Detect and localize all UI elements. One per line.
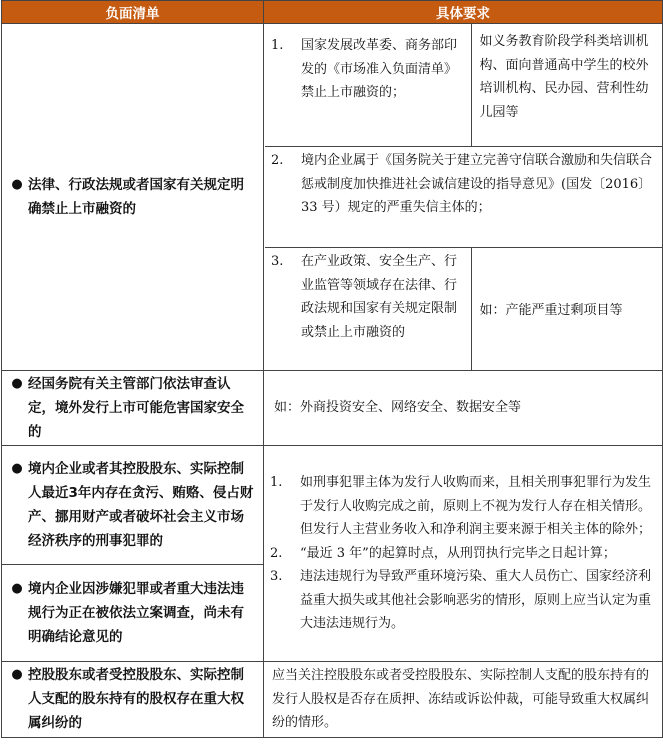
- item-text: “最近 3 年”的起算时点，从刑罚执行完毕之日起计算；: [300, 545, 616, 561]
- header-requirements: 具体要求: [264, 1, 663, 24]
- item-number: 3.: [271, 254, 284, 269]
- bullet-icon: ●: [11, 177, 23, 192]
- table-row: [2, 24, 663, 371]
- requirement-item: [265, 24, 471, 147]
- bullet-icon: ●: [11, 667, 23, 683]
- requirement-text: 应当关注控股股东或者受控股股东、实际控制人支配的股东持有的发行人股权是否存在质押、冻结或诉讼仲裁，可能导致重大权属纠纷的情形。: [264, 662, 663, 738]
- requirement-item: [270, 471, 656, 542]
- item-number: 1.: [270, 475, 283, 491]
- item-number: 2.: [271, 153, 284, 168]
- table-row: [2, 662, 663, 738]
- sub-row: [265, 24, 663, 147]
- sub-requirements: [265, 24, 663, 370]
- negative-item-cell: [2, 371, 264, 446]
- requirement-example: 如义务教育阶段学科类培训机构、面向普通高中学生的校外培训机构、民办园、营利性幼儿园等: [471, 24, 663, 147]
- negative-item-cell: [2, 565, 264, 662]
- item-text: 违法违规行为导致严重环境污染、重大人员伤亡、国家经济利益重大损失或其他社会影响恶劣的情形，原则上应当认定为重大违法违规行为。: [300, 569, 652, 632]
- negative-item-text: 控股股东或者受控股股东、实际控制人支配的股东持有的股权存在重大权属纠纷的: [28, 667, 244, 732]
- item-text: 国家发展改革委、商务部印发的《市场准入负面清单》禁止上市融资的；: [301, 38, 458, 100]
- table-row: [2, 446, 663, 565]
- bullet-icon: ●: [11, 461, 23, 476]
- negative-item-text: 法律、行政法规或者国家有关规定明确禁止上市融资的: [28, 177, 244, 217]
- item-text: 在产业政策、安全生产、行业监管等领域存在法律、行政法规和国家有关规定限制或禁止上市融资的: [301, 254, 458, 340]
- table-row: [2, 371, 663, 446]
- requirement-item: [270, 565, 656, 636]
- header-row: [2, 1, 663, 24]
- requirement-item: [265, 248, 471, 371]
- requirement-cell: [264, 24, 663, 371]
- negative-item-text: 境内企业或者其控股股东、实际控制人最近3年内存在贪污、贿赂、侵占财产、挪用财产或者破坏社会主义市场经济秩序的刑事犯罪的: [28, 461, 254, 549]
- item-text: 境内企业属于《国务院关于建立完善守信联合激励和失信联合惩戒制度加快推进社会诚信建设的指导意见》(国发〔2016〕33 号）规定的严重失信主体的；: [301, 153, 653, 215]
- item-text: 如刑事犯罪主体为发行人收购而来，且相关刑事犯罪行为发生于发行人收购完成之前，原则上不视为发行人存在相关情形。但发行人主营业务收入和净利润主要来源于相关主体的除外；: [300, 475, 652, 538]
- negative-item-cell: [2, 662, 264, 738]
- bullet-icon: ●: [11, 376, 23, 391]
- requirement-example: 如：产能严重过剩项目等: [471, 248, 663, 371]
- negative-item-text: 经国务院有关主管部门依法审查认定，境外发行上市可能危害国家安全的: [28, 376, 244, 440]
- requirement-item: [265, 147, 663, 248]
- item-number: 1.: [271, 38, 284, 53]
- negative-item-cell: [2, 446, 264, 565]
- negative-item-text: 境内企业因涉嫌犯罪或者重大违法违规行为正在被依法立案调查，尚未有明确结论意见的: [28, 581, 244, 645]
- header-negative-list: 负面清单: [2, 1, 264, 24]
- sub-row: [265, 248, 663, 371]
- negative-item-cell: [2, 24, 264, 371]
- requirement-item: [270, 542, 656, 566]
- requirement-text: 如：外商投资安全、网络安全、数据安全等: [264, 371, 663, 446]
- sub-row: [265, 147, 663, 248]
- item-number: 2.: [270, 545, 283, 561]
- negative-list-table: [1, 0, 663, 738]
- item-number: 3.: [270, 569, 283, 585]
- bullet-icon: ●: [11, 581, 23, 596]
- requirement-cell: [264, 446, 663, 662]
